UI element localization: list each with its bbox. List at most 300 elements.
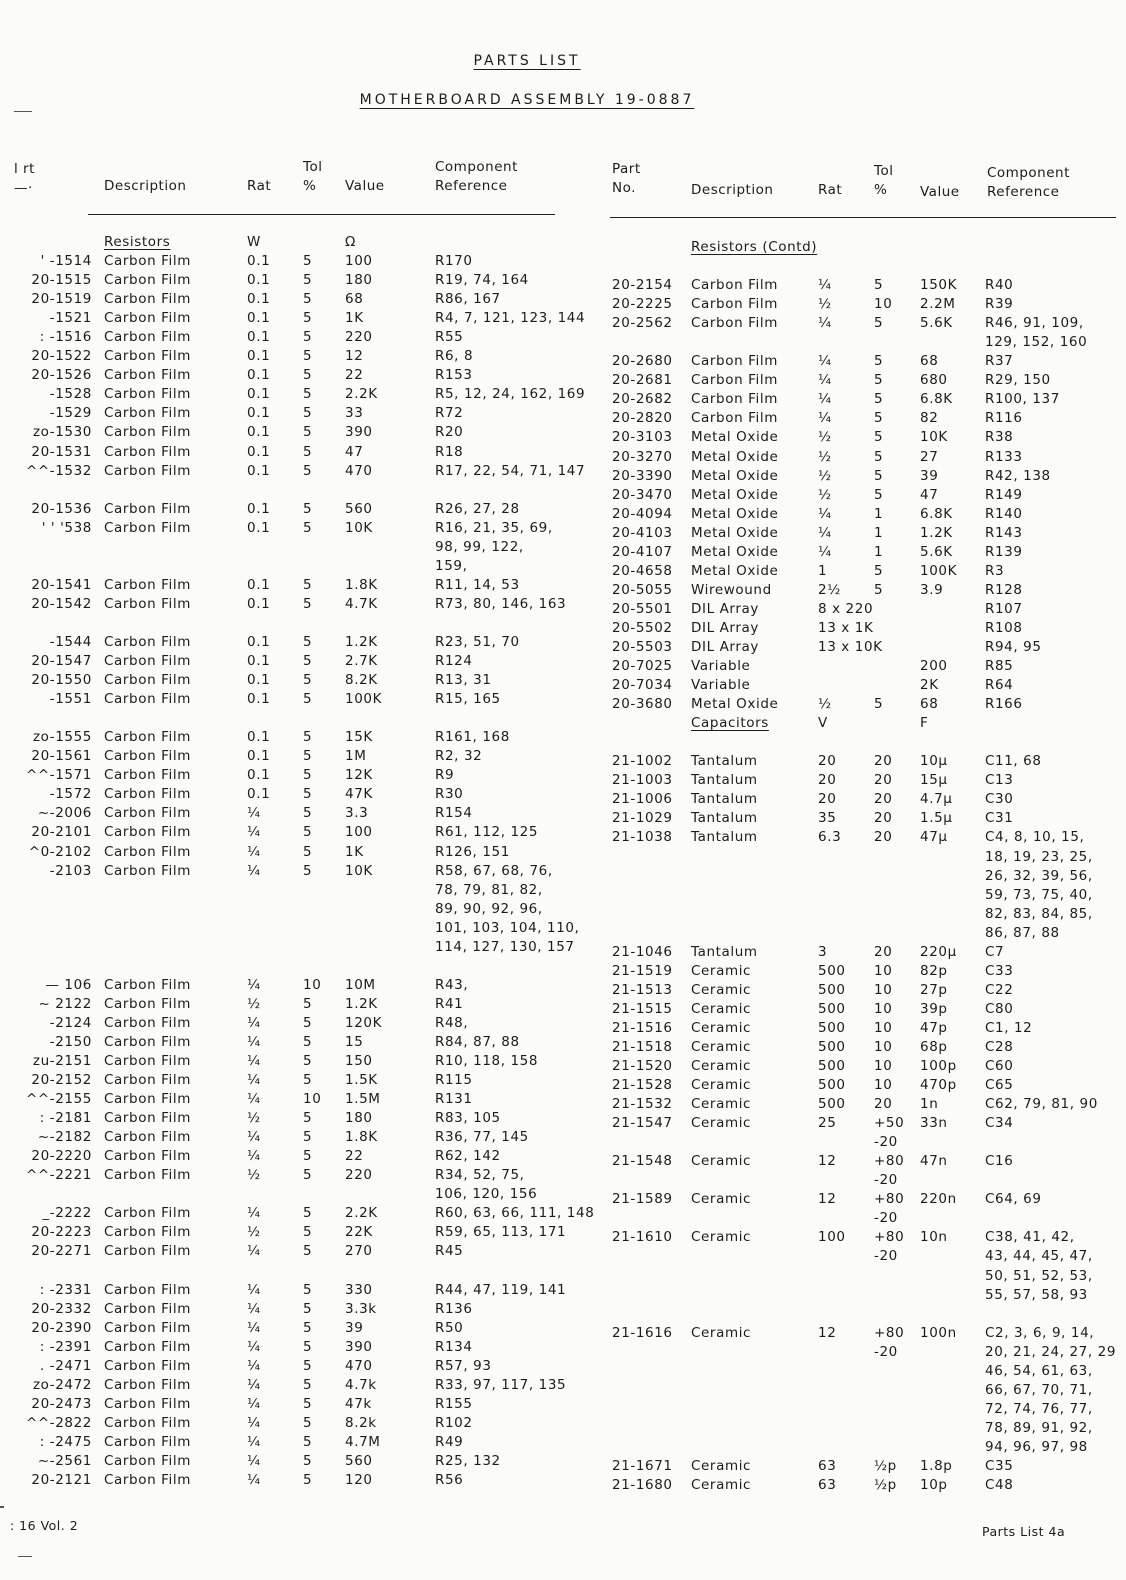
value: 27	[920, 448, 939, 465]
component-reference: R59, 65, 113, 171	[435, 1224, 567, 1241]
description: Ceramic	[691, 1038, 752, 1055]
scan-mark	[14, 111, 32, 112]
value: 22	[345, 367, 364, 384]
part-number: : -2181	[39, 1110, 92, 1127]
part-number: ^^-2221	[25, 1167, 92, 1184]
component-reference: R161, 168	[435, 729, 510, 746]
table-row	[10, 272, 570, 291]
tolerance: 5	[874, 581, 884, 598]
table-row	[608, 772, 1118, 791]
component-reference: R58, 67, 68, 76,	[435, 862, 553, 879]
component-reference: 59, 73, 75, 40,	[985, 886, 1093, 903]
header-rule	[88, 214, 555, 215]
component-reference: R10, 118, 158	[435, 1053, 539, 1070]
table-row	[10, 767, 570, 786]
rating: ¼	[247, 1395, 261, 1412]
rating: ¼	[247, 1414, 261, 1431]
table-row	[608, 1420, 1118, 1439]
tolerance: 1	[874, 543, 884, 560]
rating: ¼	[247, 1319, 261, 1336]
rating: ¼	[818, 391, 832, 408]
table-row	[608, 696, 1118, 715]
table-row	[608, 1306, 1118, 1325]
rating: 0.1	[247, 405, 271, 422]
table-row	[10, 558, 570, 577]
component-reference: R34, 52, 75,	[435, 1167, 525, 1184]
value: 10p	[920, 1477, 948, 1494]
table-row	[608, 296, 1118, 315]
value: 270	[345, 1243, 373, 1260]
rating: 35	[818, 810, 837, 827]
rating: 0.1	[247, 500, 271, 517]
value: 180	[345, 1110, 373, 1127]
value: 68	[920, 353, 939, 370]
rating: ½	[818, 486, 832, 503]
rating: 25	[818, 1115, 837, 1132]
table-row	[10, 482, 570, 501]
component-reference: R131	[435, 1091, 473, 1108]
description: Carbon Film	[104, 805, 191, 822]
part-number: 20-1542	[31, 595, 92, 612]
component-reference: R115	[435, 1072, 473, 1089]
rating: ½	[818, 429, 832, 446]
component-reference: 94, 96, 97, 98	[985, 1438, 1088, 1455]
table-row	[608, 791, 1118, 810]
table-row	[10, 863, 570, 882]
table-row	[608, 544, 1118, 563]
table-row	[10, 844, 570, 863]
value: 1.8p	[920, 1458, 953, 1474]
rating: 12	[818, 1191, 837, 1208]
description: Tantalum	[691, 772, 758, 789]
rating: 0.1	[247, 291, 271, 308]
component-reference: R43,	[435, 976, 469, 993]
value: 470	[345, 1357, 373, 1374]
tolerance: 5	[874, 315, 884, 332]
part-number: -1551	[49, 691, 92, 708]
component-reference: R170	[435, 253, 473, 270]
part-number: 20-2225	[612, 296, 673, 313]
tolerance: 5	[303, 862, 313, 879]
rating: ¼	[247, 1129, 261, 1146]
value: 8.2k	[345, 1414, 377, 1431]
tolerance: 5	[303, 329, 313, 346]
table-row	[608, 887, 1118, 906]
description: Carbon Film	[691, 353, 778, 370]
tolerance: -20	[874, 1210, 898, 1227]
rating: 0.1	[247, 329, 271, 346]
table-row	[10, 729, 570, 748]
component-reference: R73, 80, 146, 163	[435, 595, 567, 612]
description: Carbon Film	[104, 1205, 191, 1222]
rating: ¼	[247, 1376, 261, 1393]
description: Metal Oxide	[691, 505, 779, 522]
rating: 0.1	[247, 272, 271, 289]
component-reference: R49	[435, 1433, 464, 1450]
value: 1K	[345, 310, 364, 327]
tolerance: 5	[874, 391, 884, 408]
component-reference: R64	[985, 677, 1014, 694]
tolerance: 5	[303, 576, 313, 593]
rating: 8 x 220	[818, 600, 874, 617]
table-row	[608, 829, 1118, 848]
part-number: 20-2820	[612, 410, 673, 427]
table-row	[10, 539, 570, 558]
description: Carbon Film	[104, 595, 191, 612]
component-reference: R57, 93	[435, 1357, 492, 1374]
value: 5.6K	[920, 543, 953, 560]
value: 68p	[920, 1038, 948, 1055]
value: 1.5M	[345, 1091, 381, 1108]
tolerance: +80	[874, 1153, 905, 1170]
value: 1.5K	[345, 1072, 378, 1089]
rating: 0.1	[247, 462, 271, 479]
value: 82p	[920, 962, 948, 979]
part-number: ~ 2122	[38, 995, 92, 1012]
component-reference: R85	[985, 658, 1014, 675]
description: Carbon Film	[104, 1376, 191, 1393]
rating: ½	[247, 1224, 261, 1241]
tolerance: ½p	[874, 1477, 897, 1494]
value: 4.7k	[345, 1376, 377, 1393]
table-row	[608, 449, 1118, 468]
table-row	[10, 1148, 570, 1167]
component-reference: R38	[985, 429, 1014, 446]
tolerance: 20	[874, 791, 893, 808]
value: 1M	[345, 748, 367, 765]
part-number: ' -1514	[40, 253, 92, 270]
value: 1.2K	[345, 995, 378, 1012]
value: 47μ	[920, 829, 948, 846]
value: 100K	[345, 691, 383, 708]
table-row	[608, 1172, 1118, 1191]
component-reference: R128	[985, 581, 1023, 598]
rating: ¼	[818, 277, 832, 294]
component-reference: R140	[985, 505, 1023, 522]
part-number: 20-1526	[31, 367, 92, 384]
table-row	[608, 1039, 1118, 1058]
description: Metal Oxide	[691, 429, 779, 446]
component-reference: C2, 3, 6, 9, 14,	[985, 1324, 1095, 1341]
description: Carbon Film	[104, 443, 191, 460]
table-row	[10, 824, 570, 843]
tolerance: -20	[874, 1134, 898, 1151]
part-number: 21-1519	[612, 962, 673, 979]
part-number: ~-2006	[37, 805, 92, 822]
part-number: 21-1548	[612, 1153, 673, 1170]
tolerance: 20	[874, 772, 893, 789]
description: Metal Oxide	[691, 467, 779, 484]
table-row	[608, 1229, 1118, 1248]
part-number: 20-5055	[612, 581, 673, 598]
value: 6.8K	[920, 391, 953, 408]
tolerance: 5	[874, 486, 884, 503]
part-number: ' ' '538	[41, 519, 92, 536]
tolerance: 5	[874, 696, 884, 713]
description: Ceramic	[691, 1324, 752, 1341]
table-row	[10, 786, 570, 805]
component-reference: C16	[985, 1153, 1014, 1170]
tolerance: 1	[874, 524, 884, 541]
component-reference-header: Component Reference	[987, 165, 1070, 200]
rating: 2½	[818, 581, 841, 598]
component-reference: R153	[435, 367, 473, 384]
component-reference: C13	[985, 772, 1014, 789]
value: 8.2K	[345, 672, 378, 689]
component-reference: R133	[985, 448, 1023, 465]
tolerance: 5	[303, 1338, 313, 1355]
component-reference: C22	[985, 981, 1014, 998]
part-number: 21-1046	[612, 943, 673, 960]
table-row	[608, 677, 1118, 696]
part-number: 20-5501	[612, 600, 673, 617]
description: Carbon Film	[104, 824, 191, 841]
part-number: 20-1531	[31, 443, 92, 460]
description: Carbon Film	[104, 253, 191, 270]
description: Carbon Film	[104, 843, 191, 860]
part-number: 20-3680	[612, 696, 673, 713]
tolerance: 5	[303, 805, 313, 822]
description: Ceramic	[691, 962, 752, 979]
description: Metal Oxide	[691, 524, 779, 541]
component-reference: R40	[985, 277, 1014, 294]
rating: ¼	[247, 805, 261, 822]
tolerance: 5	[303, 767, 313, 784]
table-row	[10, 1396, 570, 1415]
description: Carbon Film	[104, 291, 191, 308]
description: Carbon Film	[104, 1357, 191, 1374]
table-row	[608, 1477, 1118, 1496]
part-number: -1529	[49, 405, 92, 422]
page-subtitle: MOTHERBOARD ASSEMBLY 19-0887	[359, 92, 695, 108]
header-rule	[610, 217, 1116, 218]
part-number: -1521	[49, 310, 92, 327]
tolerance: 5	[303, 653, 313, 670]
component-reference: R155	[435, 1395, 473, 1412]
table-row	[10, 1129, 570, 1148]
tolerance: 5	[874, 353, 884, 370]
tolerance: 5	[303, 272, 313, 289]
rating: 0.1	[247, 443, 271, 460]
value: 33	[345, 405, 364, 422]
rating: ¼	[818, 315, 832, 332]
component-reference: R143	[985, 524, 1023, 541]
value: 47p	[920, 1019, 948, 1036]
component-reference: R108	[985, 619, 1023, 636]
description: Carbon Film	[104, 1224, 191, 1241]
table-row	[608, 601, 1118, 620]
component-reference: R45	[435, 1243, 464, 1260]
part-number: 21-1532	[612, 1096, 673, 1113]
table-row	[10, 1053, 570, 1072]
description: Carbon Film	[104, 995, 191, 1012]
rating: 0.1	[247, 348, 271, 365]
rating: ¼	[247, 1072, 261, 1089]
value: 27p	[920, 981, 948, 998]
description: Variable	[691, 658, 751, 675]
tolerance: 5	[303, 1033, 313, 1050]
value: 10μ	[920, 753, 948, 770]
component-reference: R83, 105	[435, 1110, 501, 1127]
description: Carbon Film	[691, 315, 778, 332]
description: Carbon Film	[691, 277, 778, 294]
description: Carbon Film	[104, 1338, 191, 1355]
tolerance: 5	[303, 748, 313, 765]
value: 10K	[345, 862, 373, 879]
value: 1.2K	[920, 524, 953, 541]
value: 47K	[345, 786, 373, 803]
table-row	[608, 277, 1118, 296]
part-number: 21-1671	[612, 1458, 673, 1474]
component-reference: R84, 87, 88	[435, 1033, 520, 1050]
table-row	[10, 444, 570, 463]
rating: 1	[818, 562, 828, 579]
component-reference: R139	[985, 543, 1023, 560]
rating: 20	[818, 791, 837, 808]
part-number: 20-1550	[31, 672, 92, 689]
tolerance: 5	[303, 1433, 313, 1450]
part-number: 20-1522	[31, 348, 92, 365]
tolerance: 10	[303, 1091, 322, 1108]
part-number: zo-1530	[32, 424, 92, 441]
description: DIL Array	[691, 600, 759, 617]
table-row	[608, 315, 1118, 334]
component-reference: R39	[985, 296, 1014, 313]
value: 12	[345, 348, 364, 365]
description: Variable	[691, 677, 751, 694]
rating: ¼	[818, 410, 832, 427]
component-reference: C60	[985, 1058, 1014, 1075]
part-number: ^^-2822	[25, 1414, 92, 1431]
tolerance: 5	[303, 519, 313, 536]
rating: 63	[818, 1477, 837, 1494]
table-row	[608, 925, 1118, 944]
table-row	[10, 958, 570, 977]
part-number: 20-1561	[31, 748, 92, 765]
description: Ceramic	[691, 1229, 752, 1246]
description: Carbon Film	[691, 391, 778, 408]
rating: ¼	[247, 1357, 261, 1374]
rating: W	[247, 234, 261, 250]
part-number: : -2475	[39, 1433, 92, 1450]
description: Carbon Film	[104, 1433, 191, 1450]
part-number: 20-4107	[612, 543, 673, 560]
component-reference: R13, 31	[435, 672, 492, 689]
value: 150	[345, 1053, 373, 1070]
description: Carbon Film	[104, 729, 191, 746]
table-row	[608, 734, 1118, 753]
component-reference: R2, 32	[435, 748, 483, 765]
part-number: 20-1541	[31, 576, 92, 593]
table-row	[10, 615, 570, 634]
part-number: 20-1536	[31, 500, 92, 517]
description: DIL Array	[691, 638, 759, 655]
component-reference: C38, 41, 42,	[985, 1229, 1075, 1246]
rating: 20	[818, 753, 837, 770]
tolerance: -20	[874, 1172, 898, 1189]
component-reference: R100, 137	[985, 391, 1060, 408]
table-row	[10, 1186, 570, 1205]
value: Ω	[345, 234, 356, 250]
rating: ¼	[247, 1300, 261, 1317]
component-reference: R9	[435, 767, 455, 784]
description: Carbon Film	[104, 348, 191, 365]
description: Carbon Film	[104, 1243, 191, 1260]
table-row	[10, 234, 570, 253]
left-rows	[10, 234, 595, 1491]
component-reference: R5, 12, 24, 162, 169	[435, 386, 586, 403]
table-row	[10, 1015, 570, 1034]
rating: ½	[247, 995, 261, 1012]
rating: ½	[818, 296, 832, 313]
component-reference: R11, 14, 53	[435, 576, 520, 593]
component-reference: R50	[435, 1319, 464, 1336]
component-reference: C62, 79, 81, 90	[985, 1096, 1098, 1113]
description: Ceramic	[691, 1115, 752, 1132]
component-reference: R37	[985, 353, 1014, 370]
tolerance: 10	[874, 1038, 893, 1055]
value: 15	[345, 1033, 364, 1050]
rating: ½	[247, 1110, 261, 1127]
rating: 0.1	[247, 729, 271, 746]
tolerance: -20	[874, 1248, 898, 1265]
value: 10n	[920, 1229, 948, 1246]
component-reference: R124	[435, 653, 473, 670]
description: Carbon Film	[104, 1148, 191, 1165]
table-row	[10, 691, 570, 710]
rating: 63	[818, 1458, 837, 1474]
tolerance: 10	[874, 1000, 893, 1017]
rating: ¼	[247, 1148, 261, 1165]
table-row	[608, 506, 1118, 525]
value: 10M	[345, 976, 376, 993]
value: 39p	[920, 1000, 948, 1017]
table-row	[608, 1363, 1118, 1382]
value: 47k	[345, 1395, 372, 1412]
component-reference: 50, 51, 52, 53,	[985, 1267, 1093, 1284]
component-reference: 78, 79, 81, 82,	[435, 881, 543, 898]
rating: ½	[818, 467, 832, 484]
tolerance: +50	[874, 1115, 905, 1132]
value: 120	[345, 1472, 373, 1489]
description: Carbon Film	[104, 576, 191, 593]
table-row	[608, 1153, 1118, 1172]
value: 33n	[920, 1115, 948, 1132]
table-row	[608, 1210, 1118, 1229]
tolerance: 5	[303, 995, 313, 1012]
value: 15μ	[920, 772, 948, 789]
rating: 100	[818, 1229, 846, 1246]
value: 15K	[345, 729, 373, 746]
tolerance: 5	[303, 1319, 313, 1336]
description: Carbon Film	[104, 633, 191, 650]
description: Carbon Film	[104, 1395, 191, 1412]
tolerance: 5	[303, 1129, 313, 1146]
footer-page-label: Parts List 4a	[982, 1524, 1066, 1539]
description: Metal Oxide	[691, 696, 779, 713]
tolerance: 10	[874, 1019, 893, 1036]
tolerance: 5	[874, 562, 884, 579]
tolerance: ½p	[874, 1458, 897, 1474]
description: Carbon Film	[104, 1453, 191, 1469]
part-number: -2150	[49, 1033, 92, 1050]
value: 22	[345, 1148, 364, 1165]
component-reference: R44, 47, 119, 141	[435, 1281, 567, 1298]
component-reference: R42, 138	[985, 467, 1051, 484]
part-number: 20-2473	[31, 1395, 92, 1412]
tolerance: 5	[303, 786, 313, 803]
rating-header: Rat	[247, 178, 272, 194]
